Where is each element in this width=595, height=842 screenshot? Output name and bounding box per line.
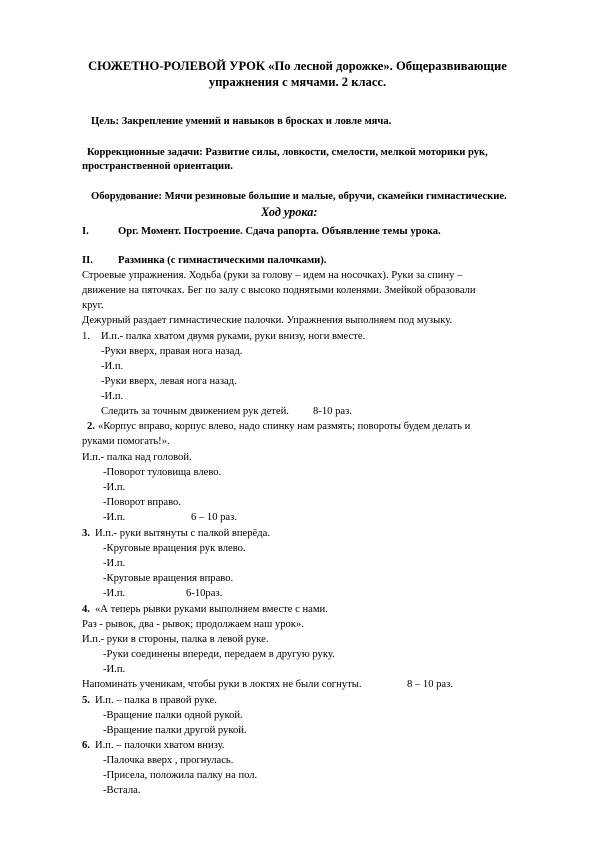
ex5-step-1: -Вращение палки одной рукой. xyxy=(103,710,243,721)
intro-line-1: Строевые упражнения. Ходьба (руки за голову – идем на носочках). Руки за спину – xyxy=(82,270,463,281)
ex1-start: И.п.- палка хватом двумя руками, руки внизу, ноги вместе. xyxy=(101,331,366,342)
title-line-2: упражнения с мячами. 2 класс. xyxy=(208,75,387,89)
ex3-step-1: -Круговые вращения рук влево. xyxy=(103,543,246,554)
ex6-step-3: -Встала. xyxy=(103,785,141,796)
ex4-line-2: Раз - рывок, два - рывок; продолжаем наш урок». xyxy=(82,619,304,630)
ex2-line-1: «Корпус вправо, корпус влево, надо спинку нам размять; повороты будем делать и xyxy=(98,421,471,432)
ex2-line-2: руками помогать!». xyxy=(82,436,170,447)
ex3-step-2: -И.п. xyxy=(103,558,126,569)
ex2-step-1: -Поворот туловища влево. xyxy=(103,467,222,478)
ex6-step-1: -Палочка вверх , прогнулась. xyxy=(103,755,234,766)
ex3-number: 3. xyxy=(82,528,90,539)
section-2-text: Разминка (с гимнастическими палочками). xyxy=(118,255,327,266)
ex1-step-1: -Руки вверх, правая нога назад. xyxy=(101,346,243,357)
intro-line-3: круг. xyxy=(82,300,104,311)
ex3-step-4: -И.п. xyxy=(103,588,126,599)
equipment-text: Оборудование: Мячи резиновые большие и малые, обручи, скамейки гимнастические. xyxy=(91,191,507,202)
ex5-start: И.п. – палка в правой руке. xyxy=(95,695,217,706)
ex2-step-3: -Поворот вправо. xyxy=(103,497,181,508)
intro-line-2: движение на пяточках. Бег по залу с высоко поднятыми коленями. Змейкой образовали xyxy=(82,285,476,296)
lesson-heading: Ход урока: xyxy=(261,205,318,219)
title-line-1: СЮЖЕТНО-РОЛЕВОЙ УРОК «По лесной дорожке». Общеразвивающие xyxy=(88,59,507,73)
ex4-line-1: «А теперь рывки руками выполняем вместе с нами. xyxy=(95,604,328,615)
ex1-number: 1. xyxy=(82,331,90,342)
ex4-reps: 8 – 10 раз. xyxy=(407,679,453,690)
section-2-number: II. xyxy=(82,255,93,266)
ex4-start: И.п.- руки в стороны, палка в левой руке. xyxy=(82,634,269,645)
ex4-note: Напоминать ученикам, чтобы руки в локтях не были согнуты. xyxy=(82,679,362,690)
section-1-number: I. xyxy=(82,226,89,237)
ex2-step-2: -И.п. xyxy=(103,482,126,493)
ex2-step-4: -И.п. xyxy=(103,512,126,523)
ex1-reps: 8-10 раз. xyxy=(313,406,352,417)
document-title xyxy=(40,58,555,90)
ex1-step-4: -И.п. xyxy=(101,391,124,402)
tasks-line-2: пространственной ориентации. xyxy=(82,161,233,172)
ex1-step-3: -Руки вверх, левая нога назад. xyxy=(101,376,237,387)
ex3-step-3: -Круговые вращения вправо. xyxy=(103,573,234,584)
goal-text: Цель: Закрепление умений и навыков в бросках и ловле мяча. xyxy=(91,116,392,127)
ex2-start: И.п.- палка над головой. xyxy=(82,452,192,463)
ex1-note: Следить за точным движением рук детей. xyxy=(101,406,289,417)
ex2-number: 2. xyxy=(87,421,95,432)
ex1-step-2: -И.п. xyxy=(101,361,124,372)
tasks-line-1: Коррекционные задачи: Развитие силы, ловкости, смелости, мелкой моторики рук, xyxy=(87,147,488,158)
intro-line-4: Дежурный раздает гимнастические палочки. Упражнения выполняем под музыку. xyxy=(82,315,453,326)
section-1-text: Орг. Момент. Построение. Сдача рапорта. Объявление темы урока. xyxy=(118,226,441,237)
ex3-start: И.п.- руки вытянуты с палкой вперёда. xyxy=(95,528,270,539)
ex6-start: И.п. – палочки хватом внизу. xyxy=(95,740,225,751)
ex4-step-1: -Руки соединены впереди, передаем в другую руку. xyxy=(103,649,335,660)
ex4-step-2: -И.п. xyxy=(103,664,126,675)
ex5-number: 5. xyxy=(82,695,90,706)
ex2-reps: 6 – 10 раз. xyxy=(191,512,237,523)
ex4-number: 4. xyxy=(82,604,90,615)
ex6-number: 6. xyxy=(82,740,90,751)
ex5-step-2: -Вращение палки другой рукой. xyxy=(103,725,247,736)
ex6-step-2: -Присела, положила палку на пол. xyxy=(103,770,258,781)
ex3-reps: 6-10раз. xyxy=(186,588,223,599)
